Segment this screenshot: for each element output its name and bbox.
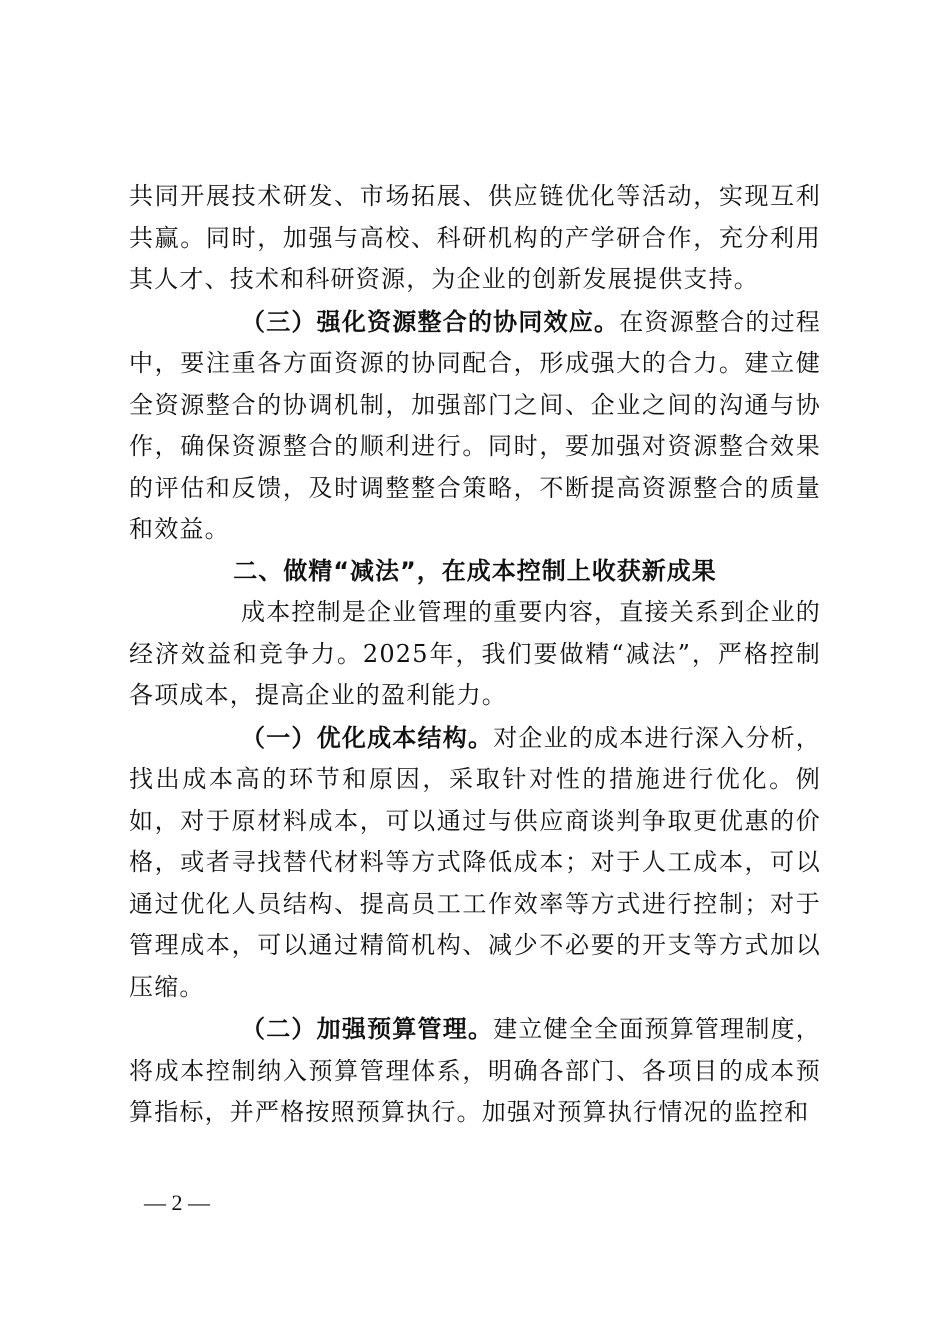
document-body bbox=[129, 176, 821, 1134]
paragraph-cooperation-continued bbox=[129, 176, 821, 301]
paragraph-optimize-cost-structure bbox=[129, 717, 821, 1009]
paragraph-resource-synergy bbox=[129, 301, 821, 551]
paragraph-lead-heading: （三）强化资源整合的协同效应。 bbox=[241, 306, 620, 336]
paragraph-text: 在资源整合的过程中，要注重各方面资源的协同配合，形成强大的合力。建立健全资源整合的协调机制，加强部门之间、企业之间的沟通与协作，确保资源整合的顺利进行。同时，要加强对资源整合效果的评估和反馈，及时调整整合策略，不断提高资源整合的质量和效益。 bbox=[129, 307, 821, 543]
paragraph-text: 建立健全全面预算管理制度，将成本控制纳入预算管理体系，明确各部门、各项目的成本预算指标，并严格按照预算执行。加强对预算执行情况的监控和 bbox=[129, 1015, 821, 1126]
section-heading-cost-control: 二、做精“减法”，在成本控制上收获新成果 bbox=[233, 556, 717, 585]
paragraph-lead-heading: （二）加强预算管理。 bbox=[241, 1014, 494, 1043]
paragraph-text: 成本控制是企业管理的重要内容，直接关系到企业的经济效益和竞争力。2025年，我们要做精“减法”，严格控制各项成本，提高企业的盈利能力。 bbox=[129, 598, 821, 709]
paragraph-lead-heading: （一）优化成本结构。 bbox=[241, 722, 494, 752]
page-number: — 2 — bbox=[144, 1190, 210, 1215]
paragraph-budget-management bbox=[129, 1008, 821, 1134]
paragraph-text: 共同开展技术研发、市场拓展、供应链优化等活动，实现互利共赢。同时，加强与高校、科研机构的产学研合作，充分利用其人才、技术和科研资源，为企业的创新发展提供支持。 bbox=[129, 182, 821, 293]
paragraph-text: 对企业的成本进行深入分析，找出成本高的环节和原因，采取针对性的措施进行优化。例如，对于原材料成本，可以通过与供应商谈判争取更优惠的价格，或者寻找替代材料等方式降低成本；对于人工成本，可以通过优化人员结构、提高员工工作效率等方式进行控制；对于管理成本，可以通过精简机构、减少不必要的开支等方式加以压缩。 bbox=[129, 723, 821, 1001]
paragraph-cost-control-intro bbox=[129, 592, 821, 717]
